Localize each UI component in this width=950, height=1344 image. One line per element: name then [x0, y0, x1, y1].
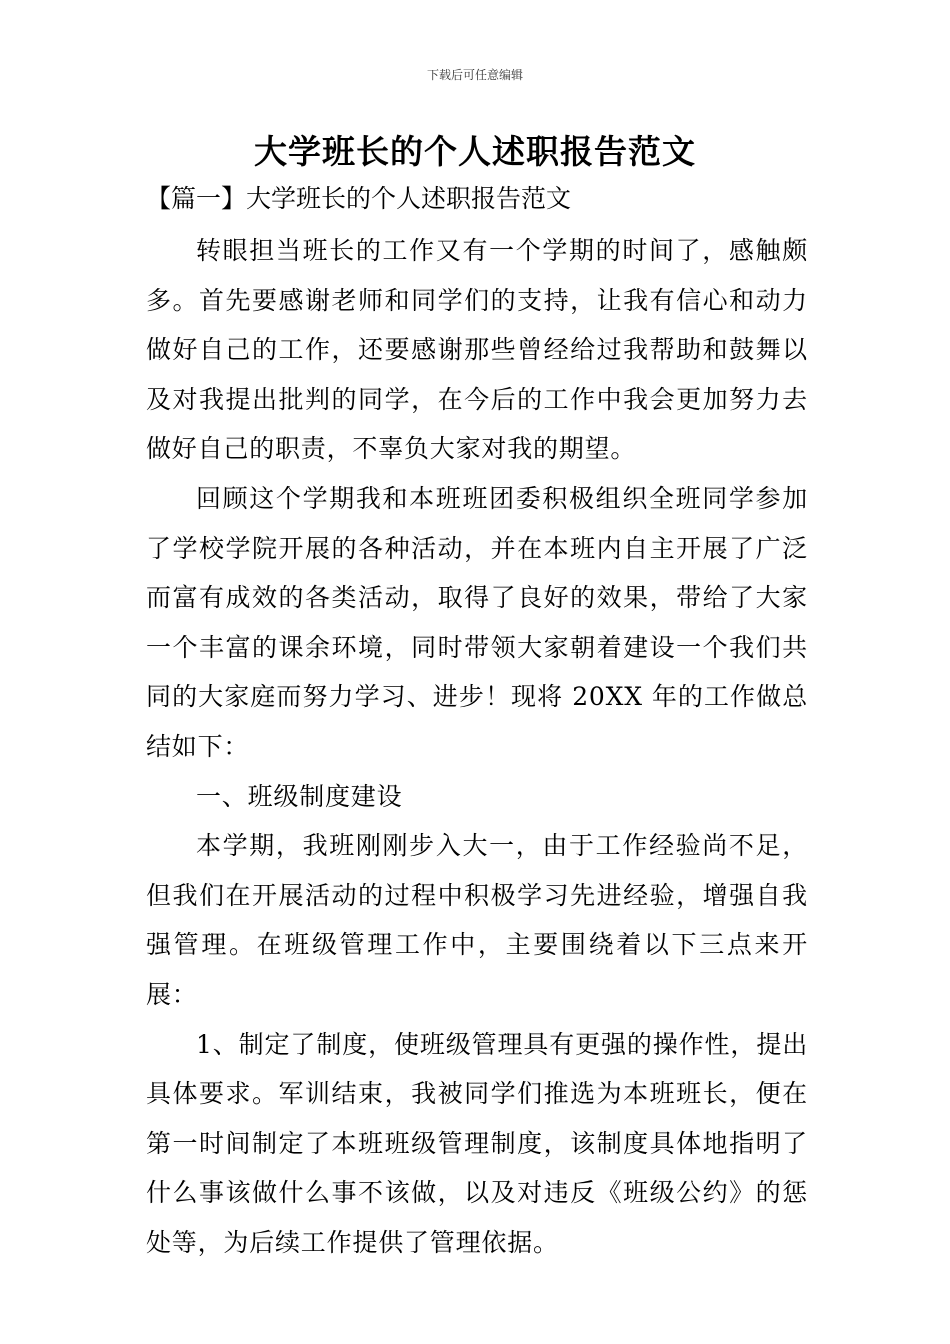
document-title: 大学班长的个人述职报告范文	[254, 132, 696, 171]
paragraph-intro: 转眼担当班长的工作又有一个学期的时间了，感触颇多。首先要感谢老师和同学们的支持，让我有信心和动力做好自己的工作，还要感谢那些曾经给过我帮助和鼓舞以及对我提出批判的同学，在今后的工作中我会更加努力去做好自己的职责，不辜负大家对我的期望。	[146, 236, 808, 464]
document-body	[146, 226, 808, 1267]
subheading-class-system: 一、班级制度建设	[196, 781, 403, 811]
paragraph-review: 回顾这个学期我和本班班团委积极组织全班同学参加了学校学院开展的各种活动，并在本班内自主开展了广泛而富有成效的各类活动，取得了良好的效果，带给了大家一个丰富的课余环境，同时带领大家朝着建设一个我们共同的大家庭而努力学习、进步！现将 20XX 年的工作做总结如下：	[146, 483, 808, 761]
section-heading: 【篇一】大学班长的个人述职报告范文	[146, 184, 572, 213]
paragraph-rules: 1、制定了制度，使班级管理具有更强的操作性，提出具体要求。军训结束，我被同学们推选为本班班长，便在第一时间制定了本班班级管理制度，该制度具体地指明了什么事该做什么事不该做，以及对违反《班级公约》的惩处等，为后续工作提供了管理依据。	[146, 1029, 808, 1257]
header-note: 下载后可任意编辑	[426, 68, 523, 82]
paragraph-semester: 本学期，我班刚刚步入大一，由于工作经验尚不足，但我们在开展活动的过程中积极学习先进经验，增强自我强管理。在班级管理工作中，主要围绕着以下三点来开展：	[146, 831, 808, 1009]
